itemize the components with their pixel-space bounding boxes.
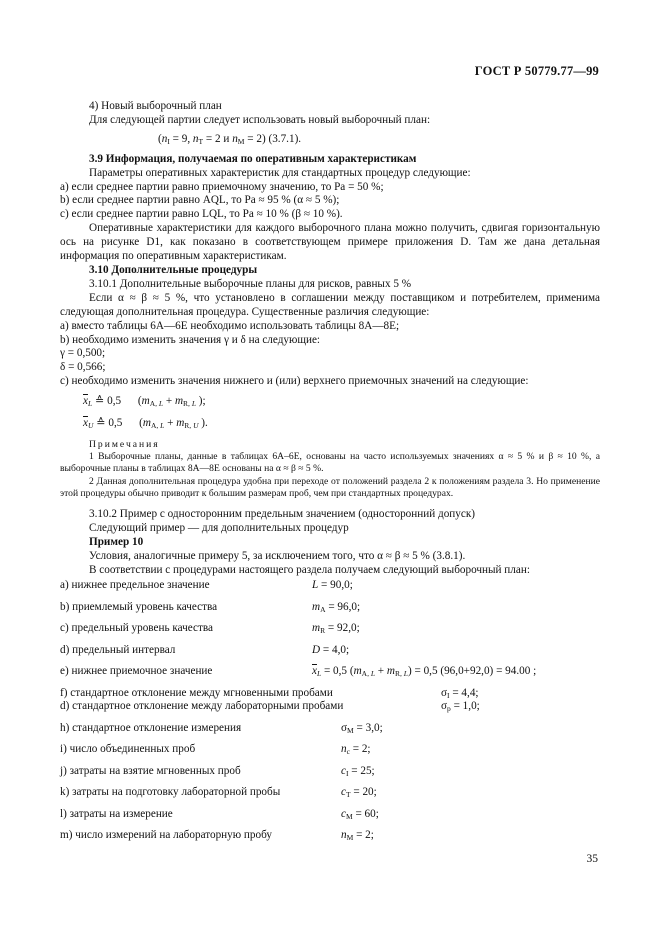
notes-title: Примечания bbox=[89, 438, 160, 450]
param-label: j) затраты на взятие мгновенных проб bbox=[60, 764, 241, 777]
param-value: $n_c = 2$; bbox=[341, 743, 371, 757]
section-3-9-heading: 3.9 Информация, получаемая по оперативным характеристикам bbox=[89, 152, 417, 165]
page-number: 35 bbox=[586, 853, 598, 865]
parameter-list bbox=[60, 577, 600, 849]
param-row bbox=[60, 763, 600, 785]
param-row bbox=[60, 720, 600, 742]
plan-title: 4) Новый выборочный план bbox=[89, 100, 222, 112]
example-conditions: Условия, аналогичные примеру 5, за исключением того, что α ≈ β ≈ 5 % (3.8.1). bbox=[89, 549, 466, 562]
s310-delta: δ = 0,566; bbox=[60, 361, 106, 374]
param-value: $c_M = 60$; bbox=[341, 807, 379, 821]
param-label: d) предельный интервал bbox=[60, 643, 176, 656]
param-label: а) нижнее предельное значение bbox=[60, 579, 210, 592]
formula-xl: $\overline{x}_L$ ≙ 0,5 ($m_{A, L} + m_{R, L}$ ); bbox=[83, 395, 206, 409]
s310-sub1: 3.10.1 Дополнительные выборочные планы для рисков, равных 5 % bbox=[89, 277, 412, 290]
param-row bbox=[60, 620, 600, 642]
param-value: $\sigma_M = 3,0$; bbox=[341, 721, 383, 735]
param-row bbox=[60, 663, 600, 685]
plan-text: Для следующей партии следует использовать новый выборочный план: bbox=[89, 113, 431, 126]
note-1: 1 Выборочные планы, данные в таблицах 6A–6E, основаны на часто используемых значениях α ≈ 5 % и β ≈ 10 %, а выборочные планы в таблицах 8A—8E основаны на α ≈ β ≈ 5 %. bbox=[60, 451, 600, 475]
param-value: $n_M = 2$; bbox=[341, 829, 374, 843]
s310-item-c: c) необходимо изменить значения нижнего и (или) верхнего приемочных значений на следующие: bbox=[60, 375, 529, 388]
s310-item-b: b) необходимо изменить значения γ и δ на следующие: bbox=[60, 333, 321, 346]
param-label: h) стандартное отклонение измерения bbox=[60, 721, 242, 734]
param-row bbox=[60, 741, 600, 763]
param-row bbox=[60, 599, 600, 621]
example-accord: В соответствии с процедурами настоящего раздела получаем следующий выборочный план: bbox=[89, 563, 530, 576]
param-label: l) затраты на измерение bbox=[60, 807, 173, 820]
param-value: D = 4,0; bbox=[312, 643, 350, 656]
param-value-tail: = 0,5 (96,0+92,0) = 94.00 ; bbox=[414, 665, 537, 678]
param-label: e) нижнее приемочное значение bbox=[60, 665, 213, 678]
param-label: i) число объединенных проб bbox=[60, 743, 196, 756]
param-value: $\overline{x}_L = 0,5$ $(m_{A, L} + m_{R, L}) = 0,5$ (96,0+92,0) = 94.00 ; bbox=[312, 665, 537, 679]
s310-item-a: а) вместо таблицы 6A—6E необходимо использовать таблицы 8A—8E; bbox=[60, 319, 400, 332]
s39-item-c: c) если среднее партии равно LQL, то Pa ≈ 10 % (β ≈ 10 %). bbox=[60, 208, 343, 221]
page-content bbox=[60, 100, 600, 849]
param-row bbox=[60, 577, 600, 599]
s3102-title: 3.10.2 Пример с односторонним предельным значением (односторонний допуск) bbox=[89, 507, 476, 520]
notes-block bbox=[60, 439, 600, 500]
note-2: 2 Данная дополнительная процедура удобна при переходе от положений раздела 2 к положениям раздела 3. Но применение этой процедуры обычно приводит к большим размерам проб, чем при стандартных процедурах. bbox=[60, 475, 600, 499]
param-label: m) число измерений на лабораторную пробу bbox=[60, 829, 272, 842]
s39-intro: Параметры оперативных характеристик для стандартных процедур следующие: bbox=[89, 166, 471, 179]
plan-formula: ($n_I = 9$, $n_T = 2$ и $n_M = 2$) (3.7.1). bbox=[158, 132, 302, 146]
param-label: k) затраты на подготовку лабораторной пробы bbox=[60, 786, 281, 799]
param-value: L = 90,0; bbox=[312, 579, 353, 592]
formula-xl-eq: ≙ 0,5 bbox=[94, 395, 122, 408]
example-10-heading: Пример 10 bbox=[89, 535, 144, 548]
param-row bbox=[60, 806, 600, 828]
param-row bbox=[60, 642, 600, 664]
standard-header: ГОСТ Р 50779.77—99 bbox=[474, 64, 599, 78]
s39-paragraph: Оперативные характеристики для каждого выборочного плана можно получить, сдвигая горизонтальную ось на рисунке D1, как показано в соответствующем примере приложения D. Там же дана детальная информация по оперативным характеристикам. bbox=[60, 222, 600, 263]
param-label: b) приемлемый уровень качества bbox=[60, 600, 218, 613]
s39-item-a: а) если среднее партии равно приемочному значению, то Pa = 50 %; bbox=[60, 180, 384, 193]
s310-gamma: γ = 0,500; bbox=[60, 347, 106, 360]
formula-xu-eq: ≙ 0,5 bbox=[96, 417, 123, 430]
param-value: $m_R = 92,0$; bbox=[312, 622, 360, 636]
param-label: c) предельный уровень качества bbox=[60, 622, 213, 635]
param-row bbox=[60, 784, 600, 806]
s39-item-b: b) если среднее партии равно AQL, то Pa ≈ 95 % (α ≈ 5 %); bbox=[60, 194, 340, 207]
param-value: $c_I = 25$; bbox=[341, 764, 375, 778]
param-value: $m_A = 96,0$; bbox=[312, 600, 361, 614]
param-row bbox=[60, 685, 600, 699]
param-value: $c_T = 20$; bbox=[341, 786, 377, 800]
param-row bbox=[60, 827, 600, 849]
param-value: $\sigma_p = 1,0$; bbox=[441, 700, 480, 714]
s3102-line: Следующий пример — для дополнительных процедур bbox=[89, 521, 349, 534]
formula-xu: $\overline{x}_U$ ≙ 0,5 ($m_{A, L} + m_{R, U}$ ). bbox=[83, 417, 208, 431]
param-label: f) стандартное отклонение между мгновенными пробами bbox=[60, 686, 333, 699]
param-row bbox=[60, 698, 600, 720]
s310-paragraph: Если α ≈ β ≈ 5 %, что установлено в соглашении между поставщиком и потребителем, применима следующая дополнительная процедура. Существенные различия следующие: bbox=[60, 291, 600, 318]
section-3-10-heading: 3.10 Дополнительные процедуры bbox=[89, 263, 258, 276]
param-label: d) стандартное отклонение между лабораторными пробами bbox=[60, 700, 344, 713]
param-value: $\sigma_I = 4,4$; bbox=[441, 686, 479, 700]
